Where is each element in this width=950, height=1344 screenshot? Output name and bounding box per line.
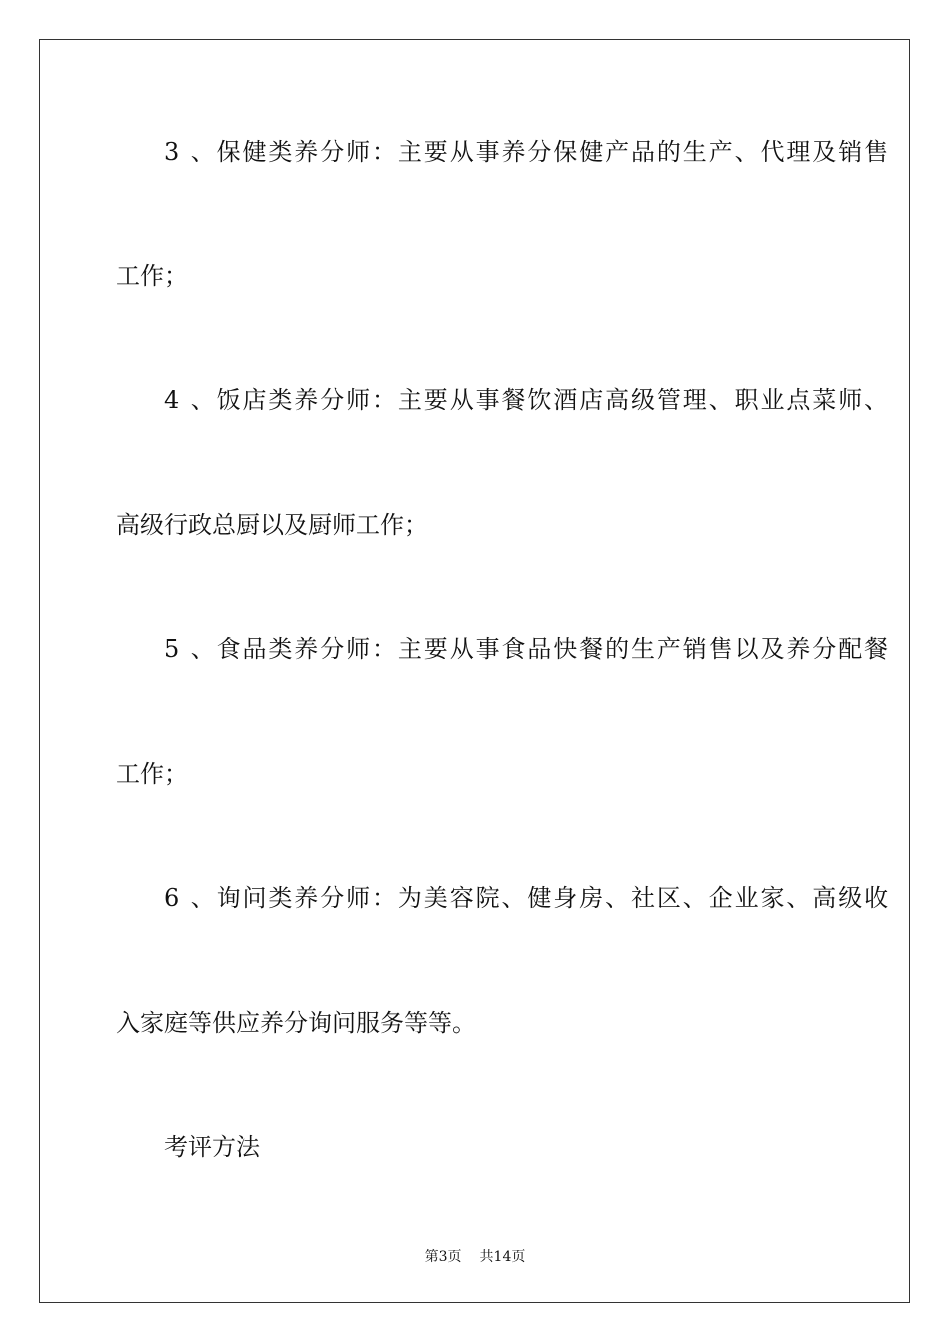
page-total-label: 共14页 <box>479 1249 526 1265</box>
paragraph-1-line-2: 工作； <box>116 262 188 290</box>
page-number-label: 第3页 <box>424 1249 462 1265</box>
paragraph-4-line-1 <box>164 884 890 912</box>
paragraph-1-line-1-text: 3 、保健类养分师：主要从事养分保健产品的生产、代理及销售 <box>164 138 890 166</box>
paragraph-2-line-1 <box>164 386 890 414</box>
paragraph-2-line-1-text: 4 、饭店类养分师：主要从事餐饮酒店高级管理、职业点菜师、 <box>164 386 890 414</box>
paragraph-3-line-2: 工作； <box>116 760 188 788</box>
paragraph-2-line-2: 高级行政总厨以及厨师工作； <box>116 511 428 539</box>
paragraph-3-line-1 <box>164 635 890 663</box>
paragraph-4-line-1-text: 6 、询问类养分师：为美容院、健身房、社区、企业家、高级收 <box>164 884 890 912</box>
section-heading: 考评方法 <box>164 1133 260 1161</box>
page-frame <box>39 39 910 1303</box>
paragraph-3-line-1-text: 5 、食品类养分师：主要从事食品快餐的生产销售以及养分配餐 <box>164 635 890 663</box>
paragraph-1-line-1 <box>164 138 890 166</box>
paragraph-4-line-2: 入家庭等供应养分询问服务等等。 <box>116 1009 476 1037</box>
page-footer <box>0 1248 950 1266</box>
